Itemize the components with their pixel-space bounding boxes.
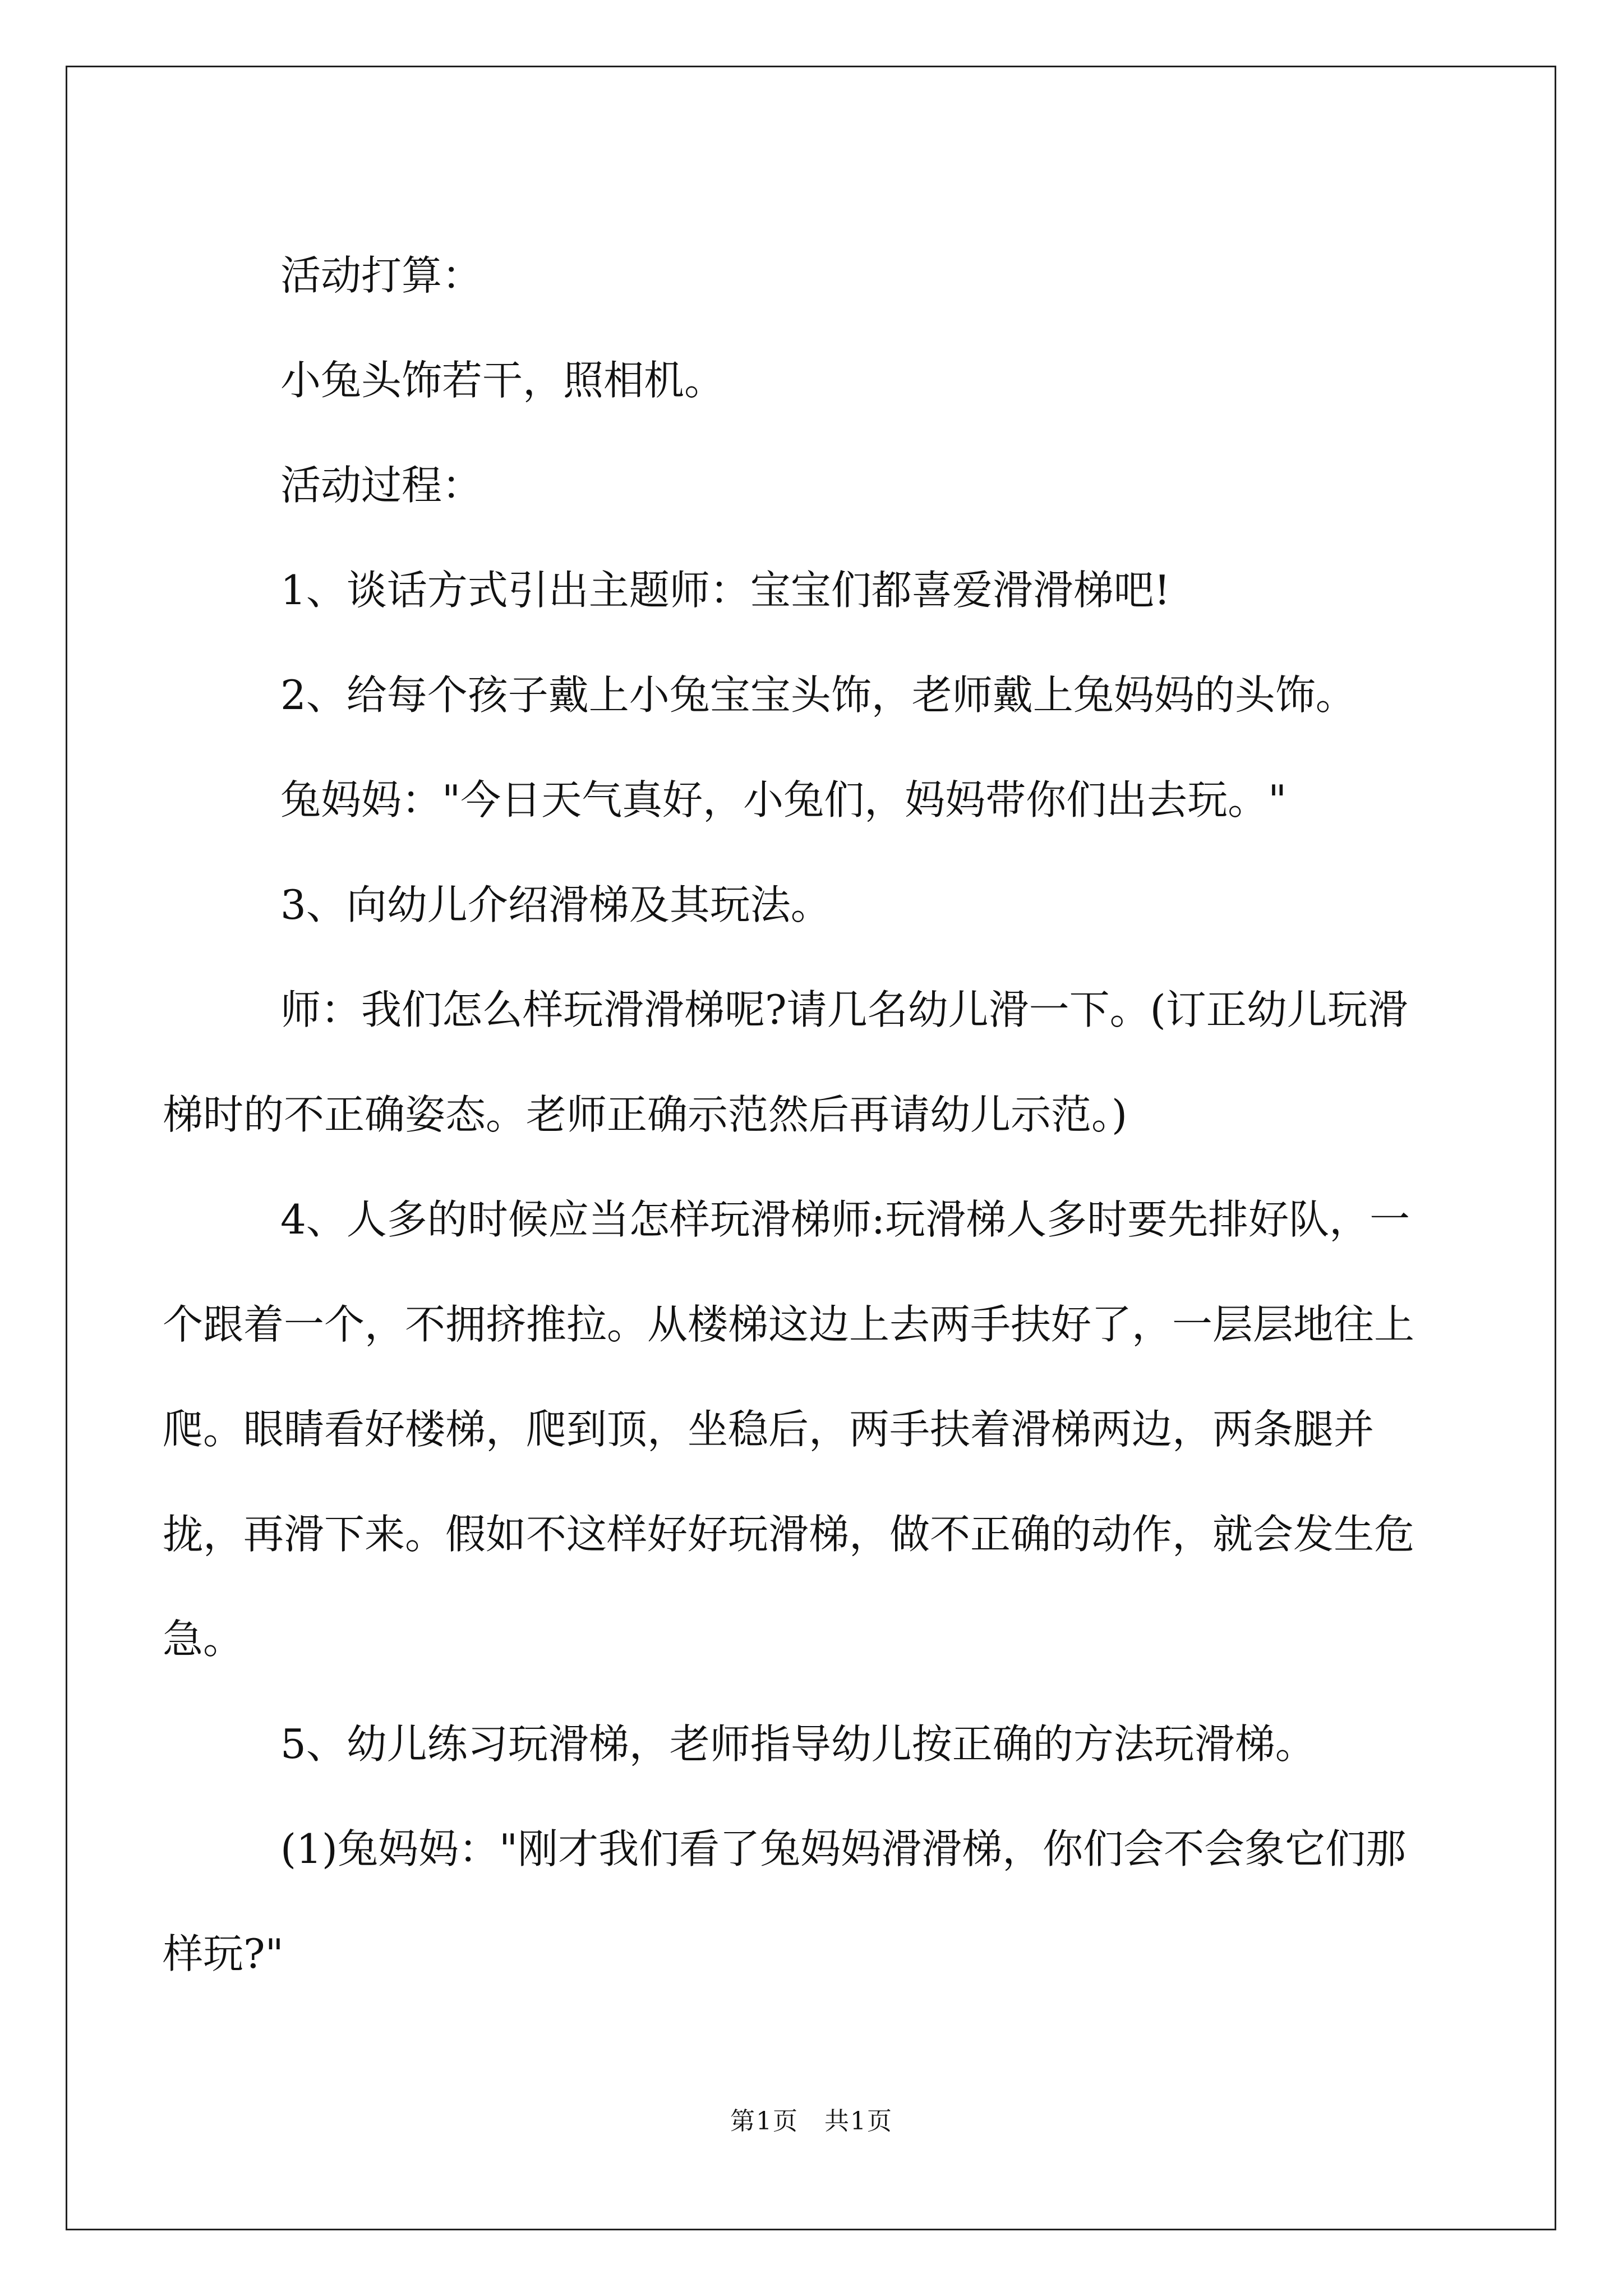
paragraph: 师：我们怎么样玩滑滑梯呢?请几名幼儿滑一下。(订正幼儿玩滑梯时的不正确姿态。老师正确示范然后再请幼儿示范。) (163, 986, 1408, 1138)
paragraph: (1)兔妈妈："刚才我们看了兔妈妈滑滑梯，你们会不会象它们那样玩?" (163, 1825, 1407, 1977)
document-body (163, 223, 1430, 2007)
paragraph: 3、向幼儿介绍滑梯及其玩法。 (280, 881, 831, 928)
paragraph: 1、谈话方式引出主题师：宝宝们都喜爱滑滑梯吧! (280, 567, 1170, 614)
paragraph: 4、人多的时候应当怎样玩滑梯师:玩滑梯人多时要先排好队，一个跟着一个，不拥挤推拉。从楼梯这边上去两手扶好了，一层层地往上爬。眼睛看好楼梯，爬到顶，坐稳后，两手扶着滑梯两边，两条腿并拢，再滑下来。假如不这样好好玩滑梯，做不正确的动作，就会发生危急。 (163, 1196, 1415, 1663)
paragraph: 5、幼儿练习玩滑梯，老师指导幼儿按正确的方法玩滑梯。 (280, 1720, 1316, 1768)
paragraph: 2、给每个孩子戴上小兔宝宝头饰，老师戴上兔妈妈的头饰。 (280, 671, 1356, 719)
paragraph: 活动过程： (280, 462, 483, 509)
paragraph: 小兔头饰若干，照相机。 (280, 357, 725, 404)
page-footer: 第1页 共1页 (730, 2107, 893, 2136)
paragraph: 兔妈妈："今日天气真好，小兔们，妈妈带你们出去玩。" (280, 776, 1287, 823)
paragraph: 活动打算： (280, 252, 483, 299)
